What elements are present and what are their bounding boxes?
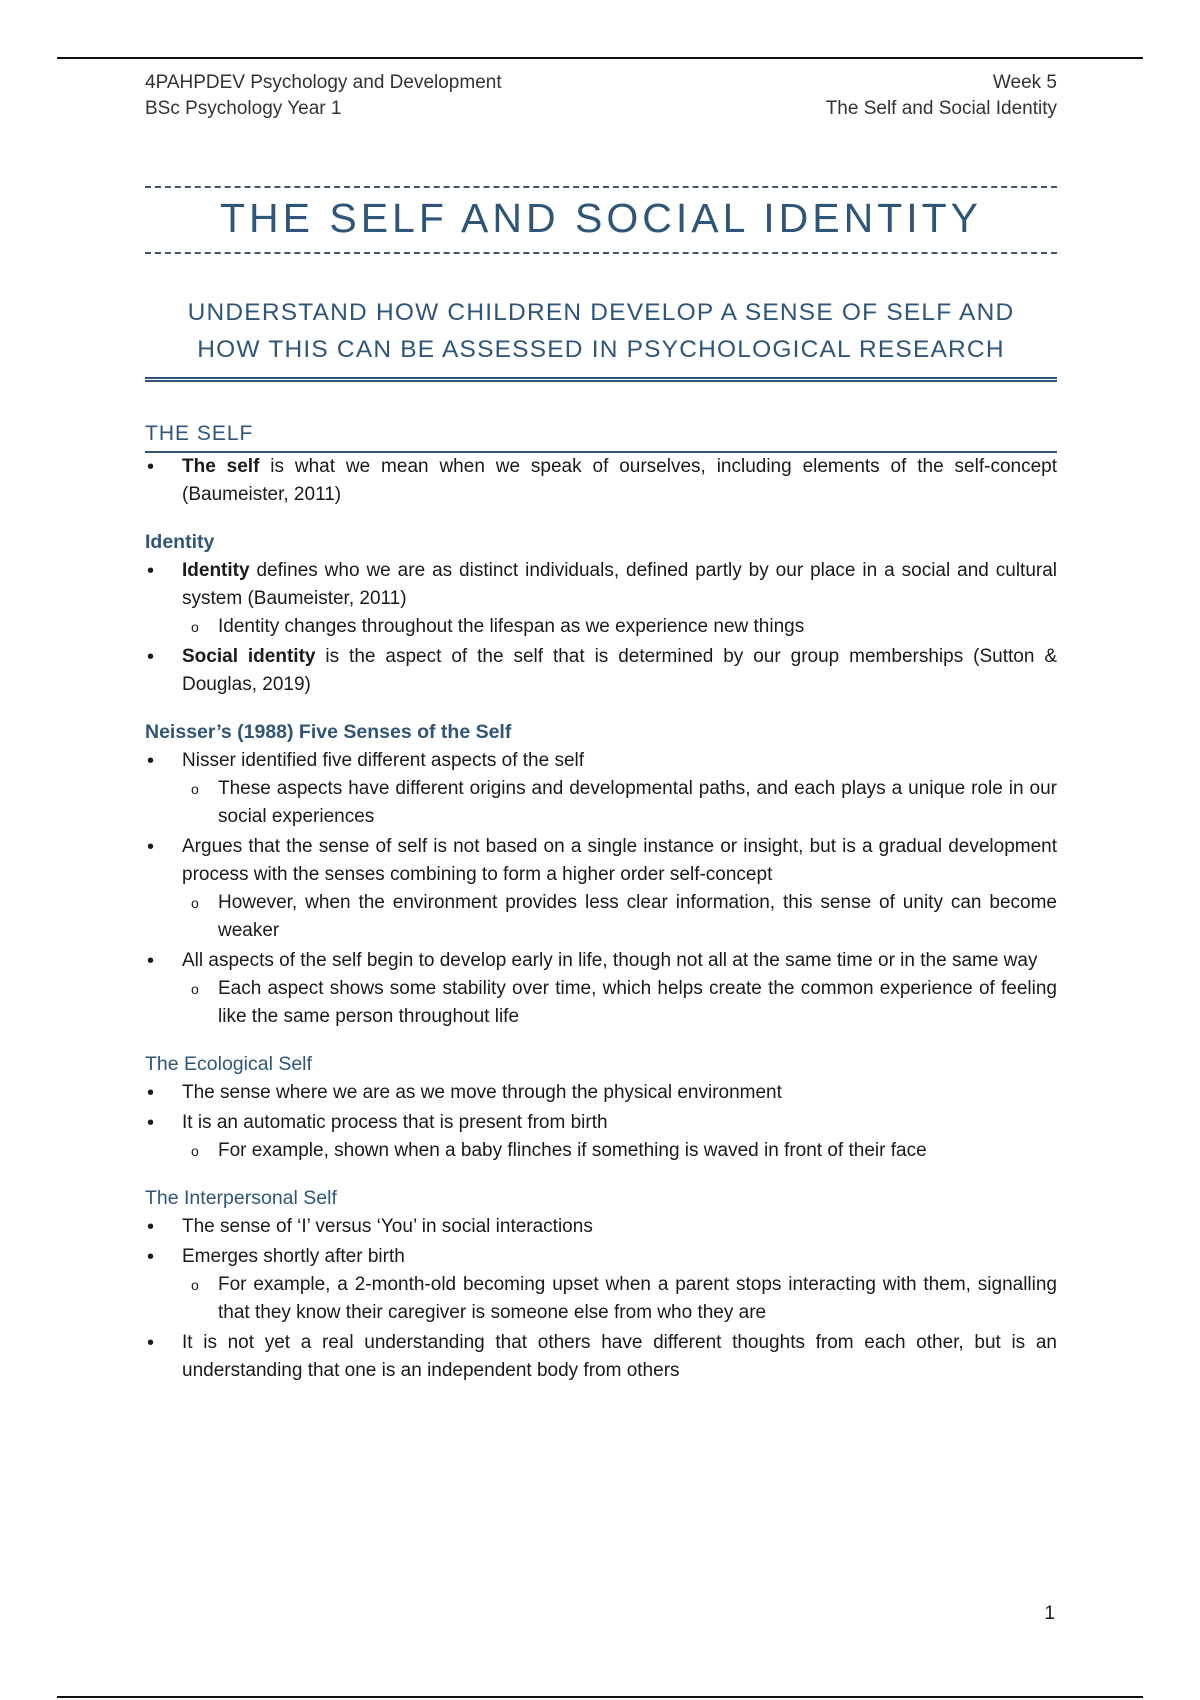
sub-list	[182, 975, 1057, 1031]
bullet-text: Argues that the sense of self is not based on a single instance or insight, but is a gradual development process with the senses combining to form a higher order self-concept	[182, 836, 1057, 885]
bullet-text: All aspects of the self begin to develop early in life, though not all at the same time or in the same way	[182, 950, 1038, 971]
interpersonal-bullets	[145, 1213, 1057, 1385]
sub-list-item: o These aspects have different origins and developmental paths, and each plays a unique role in our social experiences	[145, 775, 1057, 831]
subtitle-line-2: HOW THIS CAN BE ASSESSED IN PSYCHOLOGICAL RESEARCH	[197, 336, 1005, 363]
list-item	[145, 1109, 1057, 1165]
page-header	[145, 70, 1057, 122]
topic-label: The Self and Social Identity	[825, 98, 1057, 119]
list-item	[145, 833, 1057, 945]
sub-list	[182, 1271, 1057, 1327]
sub-list-item: o For example, a 2-month-old becoming upset when a parent stops interacting with them, signalling that they know their caregiver is someone else from who they are	[145, 1271, 1057, 1327]
bullet-text: Emerges shortly after birth	[182, 1246, 405, 1267]
ecological-bullets	[145, 1079, 1057, 1165]
subtitle-line-1: UNDERSTAND HOW CHILDREN DEVELOP A SENSE OF SELF AND	[187, 299, 1015, 326]
subtitle-block	[145, 294, 1057, 382]
subheading-identity: Identity	[145, 531, 215, 553]
list-item: • The sense of ‘I’ versus ‘You’ in social interactions	[145, 1213, 1057, 1241]
bullet-text: is what we mean when we speak of ourselves, including elements of the self-concept (Baumeister, 2011)	[182, 456, 1057, 505]
title-block	[145, 186, 1057, 254]
header-left	[145, 70, 502, 122]
list-item	[145, 643, 1057, 699]
bullet-text: It is an automatic process that is present from birth	[182, 1112, 608, 1133]
list-item	[145, 947, 1057, 1031]
bottom-rule	[57, 1696, 1143, 1698]
term-the-self: The self	[182, 456, 260, 477]
bullet-text: defines who we are as distinct individuals, defined partly by our place in a social and cultural system (Baumeister, 2011)	[182, 560, 1057, 609]
subheading-neisser: Neisser’s (1988) Five Senses of the Self	[145, 721, 512, 743]
list-item	[145, 747, 1057, 831]
identity-bullets	[145, 557, 1057, 699]
subheading-ecological-self: The Ecological Self	[145, 1053, 312, 1075]
sub-list	[182, 613, 1057, 641]
sub-list-item: o Each aspect shows some stability over time, which helps create the common experience of feeling like the same person throughout life	[145, 975, 1057, 1031]
sub-list-item: o Identity changes throughout the lifespan as we experience new things	[145, 613, 1057, 641]
list-item	[145, 557, 1057, 641]
section-heading-self: THE SELF	[145, 422, 1057, 453]
list-item	[145, 1243, 1057, 1327]
neisser-bullets	[145, 747, 1057, 1031]
page-number: 1	[1044, 1603, 1055, 1624]
sub-list	[182, 775, 1057, 831]
list-item: • The sense where we are as we move through the physical environment	[145, 1079, 1057, 1107]
self-bullets	[145, 453, 1057, 509]
document-page	[145, 70, 1057, 1387]
bullet-text: Nisser identified five different aspects of the self	[182, 750, 585, 771]
list-item	[145, 453, 1057, 509]
sub-list-item: o However, when the environment provides less clear information, this sense of unity can become weaker	[145, 889, 1057, 945]
term-identity: Identity	[182, 560, 250, 581]
sub-list	[182, 1137, 1057, 1165]
course-code: 4PAHPDEV Psychology and Development	[145, 72, 502, 93]
sub-list	[182, 889, 1057, 945]
list-item: • It is not yet a real understanding that others have different thoughts from each other, but is an understanding that one is an independent body from others	[145, 1329, 1057, 1385]
header-right	[826, 70, 1057, 122]
sub-list-item: o For example, shown when a baby flinches if something is waved in front of their face	[145, 1137, 1057, 1165]
week-label: Week 5	[992, 72, 1057, 93]
subheading-interpersonal-self: The Interpersonal Self	[145, 1187, 337, 1209]
programme: BSc Psychology Year 1	[145, 98, 342, 119]
term-social-identity: Social identity	[182, 646, 316, 667]
bullet-text: is the aspect of the self that is determined by our group memberships (Sutton & Douglas, 2019)	[182, 646, 1057, 695]
top-rule	[57, 57, 1143, 59]
page-title: THE SELF AND SOCIAL IDENTITY	[219, 195, 983, 241]
